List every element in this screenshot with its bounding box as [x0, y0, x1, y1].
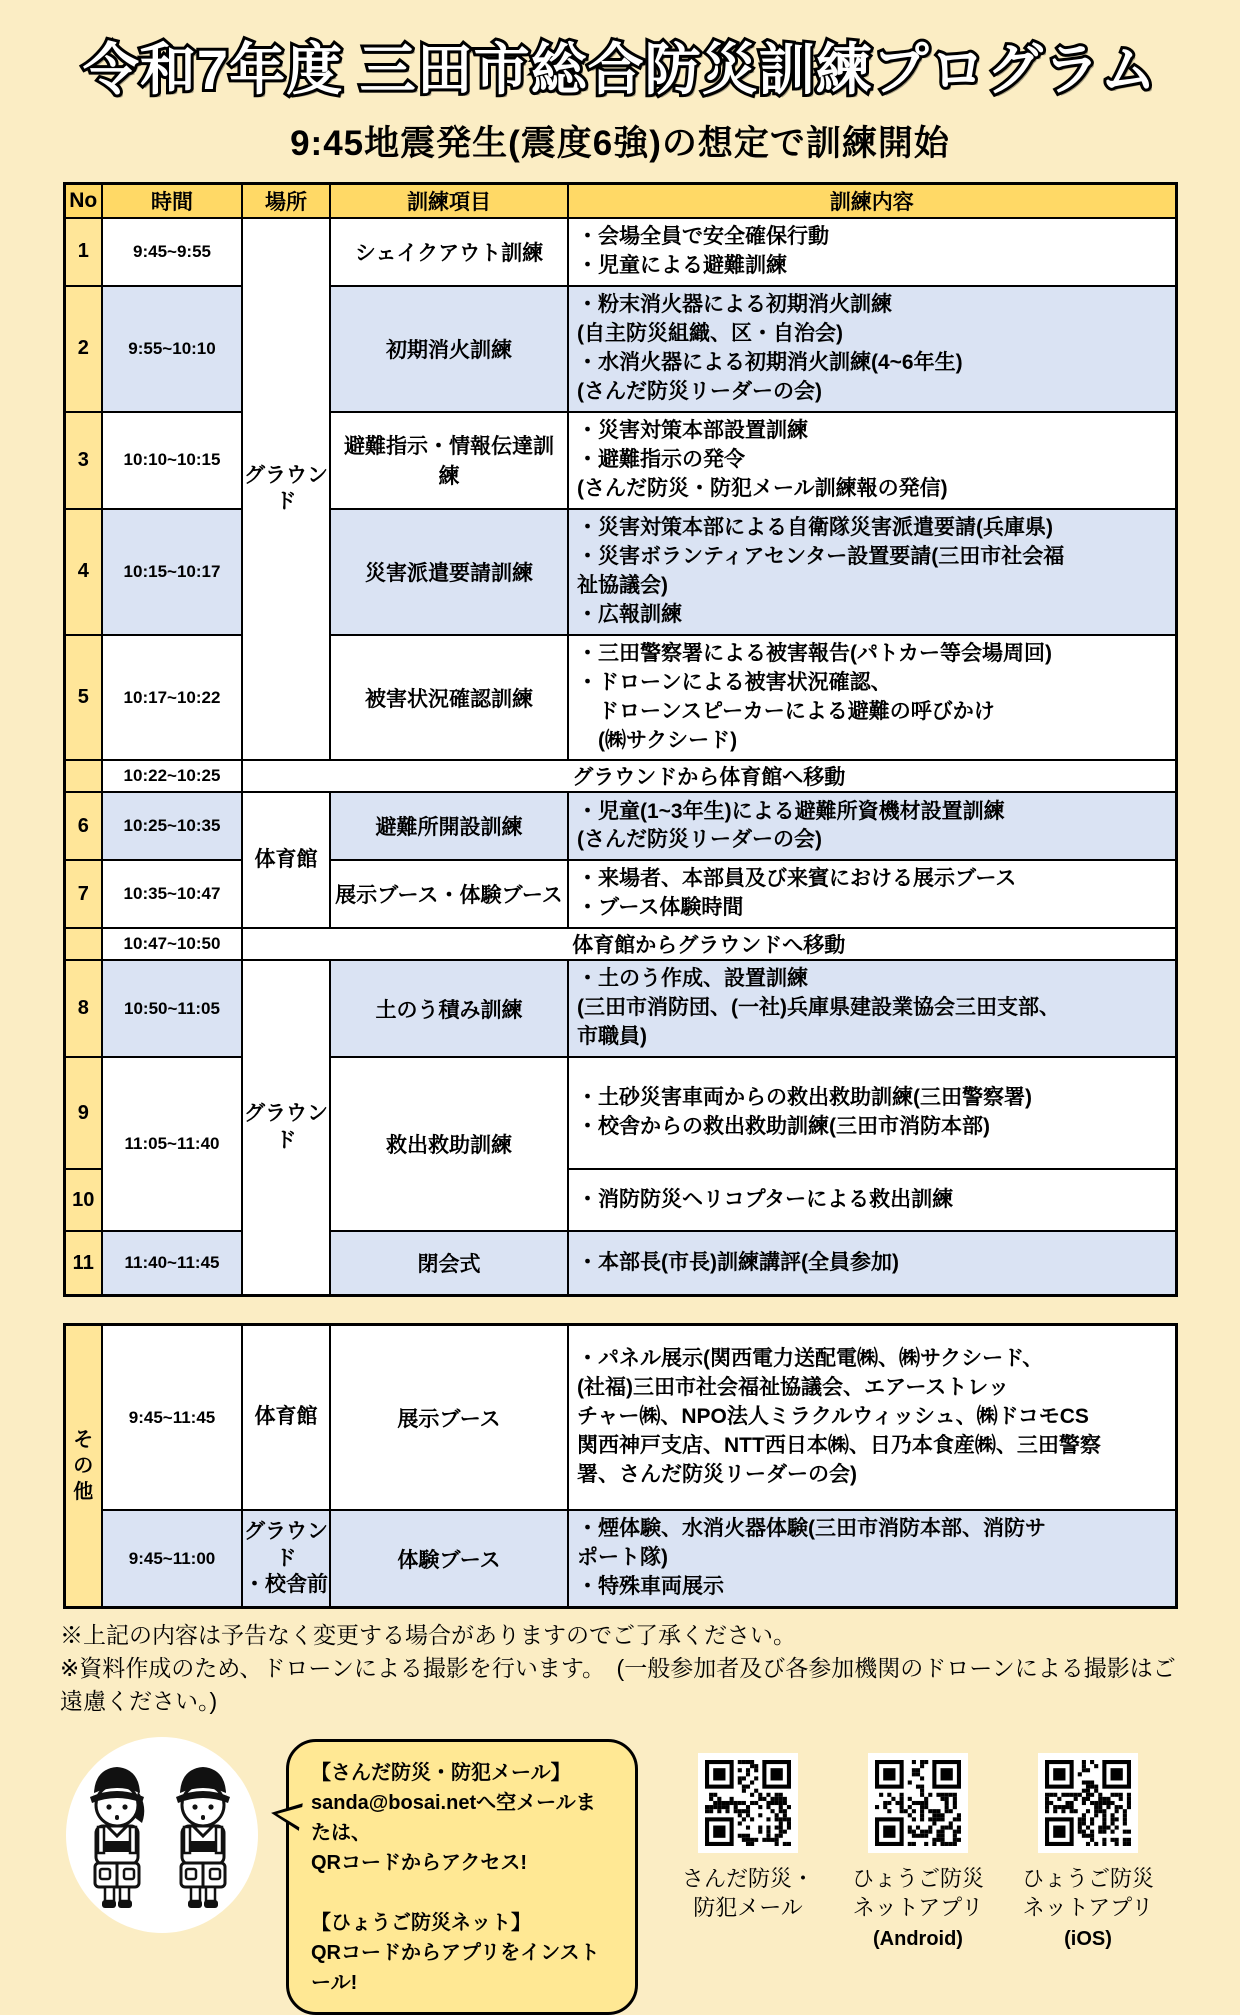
- row-no: 7: [64, 860, 102, 928]
- qr-block-sanda-mail: [672, 1753, 824, 1951]
- table-row: [64, 960, 1176, 1057]
- row-no: 1: [64, 218, 102, 286]
- qr-code-icon: [868, 1753, 968, 1853]
- row-place: 体育館: [242, 1324, 330, 1510]
- row-content: ・煙体験、水消火器体験(三田市消防本部、消防サ ポート隊) ・特殊車両展示: [568, 1510, 1176, 1607]
- row-no: 10: [64, 1169, 102, 1231]
- row-time: 11:40~11:45: [102, 1231, 242, 1295]
- row-content: ・土のう作成、設置訓練 (三田市消防団、(一社)兵庫県建設業協会三田支部、 市職員): [568, 960, 1176, 1057]
- move-row: [64, 760, 1176, 792]
- row-content: ・粉末消火器による初期消火訓練 (自主防災組織、区・自治会) ・水消火器による初期消火訓練(4~6年生) (さんだ防災リーダーの会): [568, 286, 1176, 412]
- speech-bubble: 【さんだ防災・防犯メール】 sanda@bosai.netへ空メールまたは、 QRコードからアクセス! 【ひょうご防災ネット】 QRコードからアプリをインストール!: [286, 1739, 638, 2015]
- footnotes: ※上記の内容は予告なく変更する場合がありますのでご了承ください。 ※資料作成のため、ドローンによる撮影を行います。 (一般参加者及び各参加機関のドローンによる撮影はご遠慮ください。): [60, 1622, 1176, 1714]
- row-time: 9:55~10:10: [102, 286, 242, 412]
- table-header-row: [64, 184, 1176, 219]
- row-place: グラウンド ・校舎前: [242, 1510, 330, 1607]
- row-item: 展示ブース: [330, 1324, 568, 1510]
- qr-block-hyogo-ios: [1012, 1753, 1164, 1951]
- row-content: ・災害対策本部による自衛隊災害派遣要請(兵庫県) ・災害ボランティアセンター設置要請(三田市社会福 祉協議会) ・広報訓練: [568, 509, 1176, 635]
- row-content: ・本部長(市長)訓練講評(全員参加): [568, 1231, 1176, 1295]
- qr-block-hyogo-android: [842, 1753, 994, 1951]
- row-no: 2: [64, 286, 102, 412]
- header-no: No: [64, 184, 102, 219]
- row-content: ・会場全員で安全確保行動 ・児童による避難訓練: [568, 218, 1176, 286]
- table-row: [64, 792, 1176, 860]
- row-no-empty: [64, 760, 102, 792]
- row-no: 11: [64, 1231, 102, 1295]
- table-row: [64, 1231, 1176, 1295]
- header-time: 時間: [102, 184, 242, 219]
- row-content: ・災害対策本部設置訓練 ・避難指示の発令 (さんだ防災・防犯メール訓練報の発信): [568, 412, 1176, 509]
- header-place: 場所: [242, 184, 330, 219]
- row-content: ・土砂災害車両からの救出救助訓練(三田警察署) ・校舎からの救出救助訓練(三田市消防本部): [568, 1057, 1176, 1169]
- qr-sub-label: (iOS): [1064, 1928, 1112, 1951]
- row-content: ・パネル展示(関西電力送配電㈱、㈱サクシード、 (社福)三田市社会福祉協議会、エアーストレッ チャー㈱、NPO法人ミラクルウィッシュ、㈱ドコモCS 関西神戸支店、NTT西日本㈱、日乃本食産㈱、三田警察 署、さんだ防災リーダーの会): [568, 1324, 1176, 1510]
- header-item: 訓練項目: [330, 184, 568, 219]
- place-ground-2: グラウンド: [242, 960, 330, 1295]
- extras-table: [63, 1323, 1178, 1609]
- table-row: [64, 1057, 1176, 1169]
- row-no: 8: [64, 960, 102, 1057]
- row-no: 9: [64, 1057, 102, 1169]
- row-content: ・児童(1~3年生)による避難所資機材設置訓練 (さんだ防災リーダーの会): [568, 792, 1176, 860]
- table-row: [64, 1324, 1176, 1510]
- row-time: 9:45~11:00: [102, 1510, 242, 1607]
- page-subtitle: 9:45地震発生(震度6強)の想定で訓練開始: [290, 124, 950, 163]
- table-row: [64, 509, 1176, 635]
- row-content: ・三田警察署による被害報告(パトカー等会場周回) ・ドローンによる被害状況確認、 ドローンスピーカーによる避難の呼びかけ (㈱サクシード): [568, 635, 1176, 761]
- place-gym: 体育館: [242, 792, 330, 928]
- qr-code-icon: [1038, 1753, 1138, 1853]
- row-item: 救出救助訓練: [330, 1057, 568, 1231]
- row-time: 10:50~11:05: [102, 960, 242, 1057]
- row-no: 4: [64, 509, 102, 635]
- move-text: グラウンドから体育館へ移動: [242, 760, 1176, 792]
- header-content: 訓練内容: [568, 184, 1176, 219]
- row-no-empty: [64, 928, 102, 960]
- move-text: 体育館からグラウンドへ移動: [242, 928, 1176, 960]
- qr-label: さんだ防災・ 防犯メール: [681, 1866, 814, 1920]
- place-ground-1: グラウンド: [242, 218, 330, 760]
- row-time: 10:10~10:15: [102, 412, 242, 509]
- table-row: [64, 635, 1176, 761]
- row-content: ・来場者、本部員及び来賓における展示ブース ・ブース体験時間: [568, 860, 1176, 928]
- row-item: 避難所開設訓練: [330, 792, 568, 860]
- table-row: [64, 412, 1176, 509]
- table-row: [64, 218, 1176, 286]
- row-time: 10:15~10:17: [102, 509, 242, 635]
- row-no: 6: [64, 792, 102, 860]
- row-item: 初期消火訓練: [330, 286, 568, 412]
- row-time: 9:45~11:45: [102, 1324, 242, 1510]
- row-time: 10:22~10:25: [102, 760, 242, 792]
- row-time: 9:45~9:55: [102, 218, 242, 286]
- row-item: 避難指示・情報伝達訓練: [330, 412, 568, 509]
- qr-label: ひょうご防災 ネットアプリ: [851, 1866, 984, 1920]
- row-time: 10:17~10:22: [102, 635, 242, 761]
- row-no: 5: [64, 635, 102, 761]
- row-content: ・消防防災ヘリコプターによる救出訓練: [568, 1169, 1176, 1231]
- row-item: 体験ブース: [330, 1510, 568, 1607]
- table-row: [64, 1510, 1176, 1607]
- row-item: 被害状況確認訓練: [330, 635, 568, 761]
- row-item: 展示ブース・体験ブース: [330, 860, 568, 928]
- row-time: 10:25~10:35: [102, 792, 242, 860]
- extras-label: そ の 他: [64, 1324, 102, 1607]
- row-item: 土のう積み訓練: [330, 960, 568, 1057]
- table-row: [64, 860, 1176, 928]
- row-time: 10:47~10:50: [102, 928, 242, 960]
- move-row: [64, 928, 1176, 960]
- qr-sub-label: (Android): [873, 1928, 963, 1951]
- children-illustration: [64, 1731, 260, 1939]
- row-item: シェイクアウト訓練: [330, 218, 568, 286]
- bottom-section: [64, 1731, 1240, 2015]
- row-time: 10:35~10:47: [102, 860, 242, 928]
- row-item: 閉会式: [330, 1231, 568, 1295]
- qr-code-icon: [698, 1753, 798, 1853]
- row-time: 11:05~11:40: [102, 1057, 242, 1231]
- page-title: 令和7年度 三田市総合防災訓練プログラム: [82, 38, 1158, 101]
- qr-label: ひょうご防災 ネットアプリ: [1021, 1866, 1154, 1920]
- row-no: 3: [64, 412, 102, 509]
- program-table: [63, 182, 1178, 1297]
- qr-group: [672, 1731, 1182, 1951]
- table-row: [64, 286, 1176, 412]
- row-item: 災害派遣要請訓練: [330, 509, 568, 635]
